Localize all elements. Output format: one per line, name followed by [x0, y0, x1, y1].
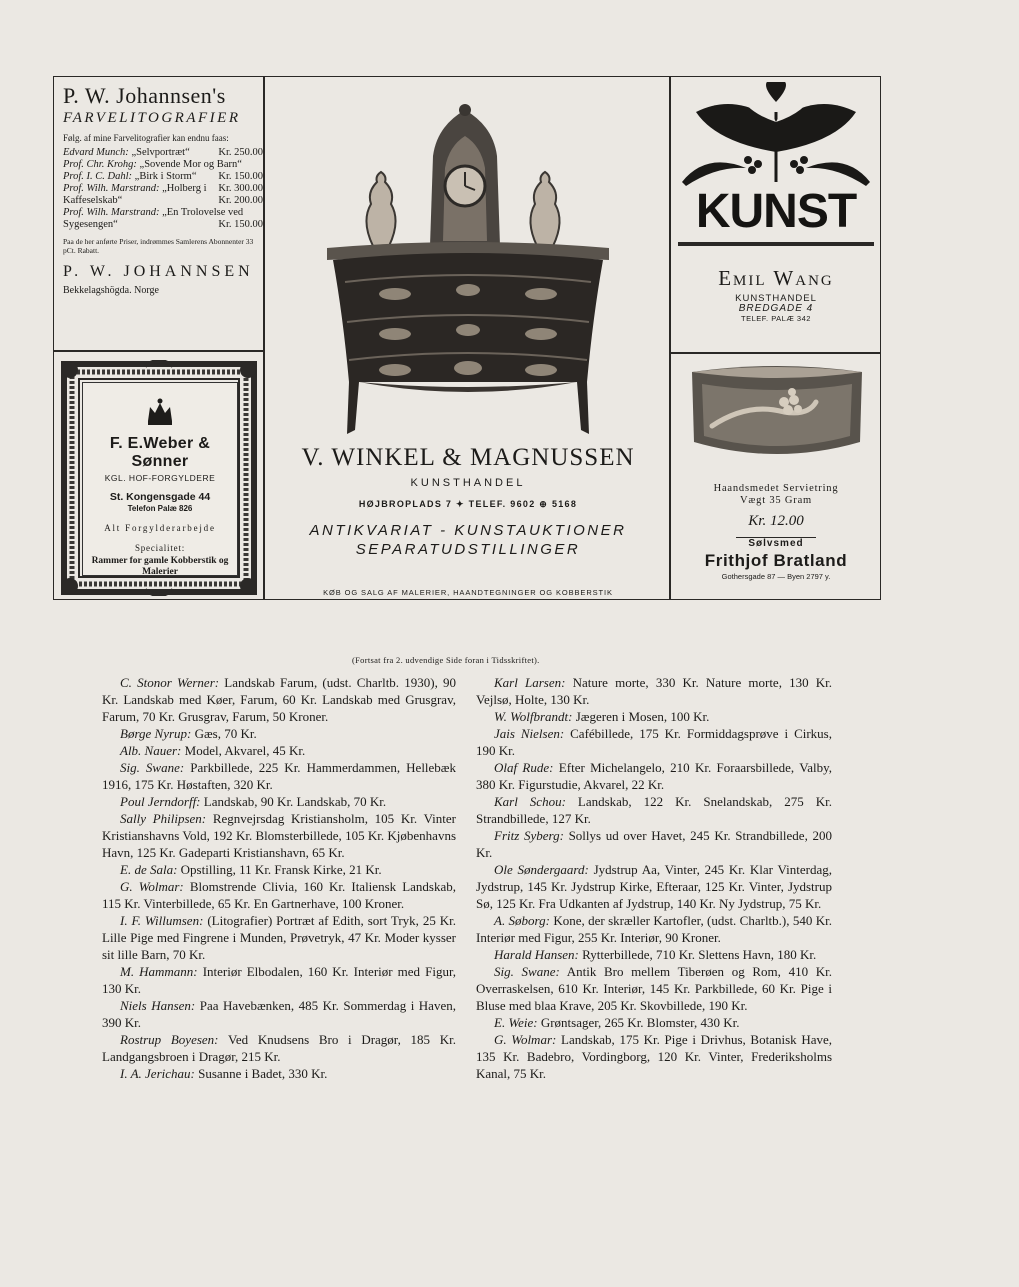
winkel-ad [268, 444, 668, 597]
list-item: I. A. Jerichau: Susanne i Badet, 330 Kr. [120, 1066, 328, 1081]
list-item: Alb. Nauer: Model, Akvarel, 45 Kr. [120, 743, 306, 758]
floral-ornament-icon [676, 82, 876, 186]
bratland-desc: Haandsmedet Servietring [713, 483, 839, 494]
bratland-name: Frithjof Bratland [704, 551, 848, 570]
bratland-price: Kr. 12.00 [748, 513, 804, 529]
winkel-antikvariat: ANTIKVARIAT - KUNSTAUKTIONER [309, 522, 627, 539]
list-item: I. F. Willumsen: (Litografier) Portræt af Edith, sort Tryk, 25 Kr. Lille Pige med Fingrene i Munden, Prøvetryk, 47 Kr. Moder kysser sit lille Barn, 70 Kr. [102, 913, 456, 962]
divider-left-horizontal [53, 350, 264, 352]
kunst-logo: KUNST [695, 185, 857, 238]
bratland-weight: Vægt 35 Gram [739, 495, 812, 506]
winkel-kunsthandel: KUNSTHANDEL [410, 477, 526, 489]
emil-wang-name: Emil Wang [718, 266, 834, 290]
weber-spec-label: Specialitet: [134, 543, 186, 553]
winkel-koeb-salg: KØB OG SALG AF MALERIER, HAANDTEGNINGER OG KOBBERSTIK [323, 588, 613, 597]
commode-photo [325, 96, 611, 442]
list-item: Prof. Chr. Krohg: „Sovende Mor og Barn“ Kr. 150.00 [63, 159, 263, 182]
weber-name: F. E.Weber & Sønner [109, 435, 211, 470]
list-item: Børge Nyrup: Gæs, 70 Kr. [120, 726, 257, 741]
bratland-trade: Sølvsmed [748, 538, 804, 549]
bratland-price-underline [736, 537, 816, 538]
weber-craft: Alt Forgylderarbejde [104, 523, 216, 533]
winkel-name: V. WINKEL & MAGNUSSEN [301, 444, 635, 471]
list-item: W. Wolfbrandt: Jægeren i Mosen, 100 Kr. [494, 709, 710, 724]
continued-note: (Fortsat fra 2. udvendige Side foran i Tidsskriftet). [352, 655, 540, 665]
bratland-ad [676, 483, 876, 581]
divider-left [263, 76, 265, 600]
list-item: Jais Nielsen: Cafébillede, 175 Kr. Formiddagsprøve i Cirkus, 190 Kr. [476, 726, 832, 758]
johannsen-note: Paa de her anførte Priser, indrømmes Samlerens Abonnenter 33 pCt. Rabatt. [63, 237, 254, 255]
right-column [476, 674, 832, 1082]
weber-panel [82, 382, 238, 576]
list-item: Sig. Swane: Parkbillede, 225 Kr. Hammerdammen, Hellebæk 1916, 175 Kr. Høstaften, 320 Kr. [102, 760, 456, 792]
johannsen-subtitle: FARVELITOGRAFIER [63, 110, 241, 126]
list-item: Harald Hansen: Rytterbillede, 710 Kr. Slettens Havn, 180 Kr. [494, 947, 817, 962]
emil-wang-street: BREDGADE 4 [738, 303, 814, 314]
emil-wang-tel: TELEF. PALÆ 342 [741, 314, 811, 323]
kunst-underline [678, 242, 874, 246]
weber-kgl: KGL. HOF-FORGYLDERE [104, 473, 216, 483]
list-item: E. Weie: Grøntsager, 265 Kr. Blomster, 430 Kr. [494, 1015, 740, 1030]
list-item: Olaf Rude: Efter Michelangelo, 210 Kr. Foraarsbillede, Valby, 380 Kr. Figurstudie, Akvarel, 22 Kr. [476, 760, 832, 792]
weber-ad [60, 360, 258, 596]
emil-wang-ad [676, 266, 876, 323]
napkin-ring-photo [688, 362, 866, 470]
list-item: Karl Schou: Landskab, 122 Kr. Snelandskab, 275 Kr. Strandbillede, 127 Kr. [476, 794, 832, 826]
emil-wang-kunsthandel: KUNSTHANDEL [735, 293, 817, 304]
list-item: Edvard Munch: „Selvportræt“ Kr. 250.00 [63, 147, 263, 158]
weber-tel: Telefon Palæ 826 [127, 504, 193, 513]
list-item: Niels Hansen: Paa Havebænken, 485 Kr. Sommerdag i Haven, 390 Kr. [102, 998, 456, 1030]
list-item: Sig. Swane: Antik Bro mellem Tiberøen og Rom, 410 Kr. Overraskelsen, 610 Kr. Interiør, 145 Kr. Parkbillede, 60 Kr. Pige i Bluse med blaa Krave, 205 Kr. Skovbillede, 190 Kr. [476, 964, 832, 1013]
divider-right-horizontal [669, 352, 881, 354]
list-item: G. Wolmar: Blomstrende Clivia, 160 Kr. Italiensk Landskab, 115 Kr. Vinterbillede, 65 Kr. En Gartnerhave, 100 Kroner. [102, 879, 456, 911]
johannsen-name: P. W. JOHANNSEN [63, 263, 254, 280]
list-item: A. Søborg: Kone, der skræller Kartofler, (udst. Charltb.), 540 Kr. Interiør med Figur, 255 Kr. Interiør, 90 Kroner. [476, 913, 832, 945]
weber-spec: Rammer for gamle Kobberstik og Malerier [91, 556, 229, 577]
list-item: Poul Jerndorff: Landskab, 90 Kr. Landskab, 70 Kr. [120, 794, 387, 809]
johannsen-address: Bekkelagshögda. Norge [63, 285, 159, 296]
list-item: Prof. I. C. Dahl: „Birk i Storm“ Kr. 300.00 [63, 171, 263, 194]
list-item: E. de Sala: Opstilling, 11 Kr. Fransk Kirke, 21 Kr. [120, 862, 382, 877]
list-item: Sally Philipsen: Regnvejrsdag Kristiansholm, 105 Kr. Vinter Kristianshavns Vold, 192 Kr. Blomsterbillede, 105 Kr. Kjøbenhavns Havn, 125 Kr. Gadeparti Kristianshavn, 65 Kr. [102, 811, 456, 860]
left-column [102, 674, 456, 1082]
winkel-address: HØJBROPLADS 7 ✦ TELEF. 9602 ⊕ 5168 [358, 499, 578, 509]
list-item: Prof. Wilh. Marstrand: „En Trolovelse ved Sygesengen“ Kr. 150.00 [63, 207, 263, 230]
winkel-separatudstillinger: SEPARATUDSTILLINGER [355, 541, 581, 558]
list-item: M. Hammann: Interiør Elbodalen, 160 Kr. Interiør med Figur, 130 Kr. [102, 964, 456, 996]
list-item: Ole Søndergaard: Jydstrup Aa, Vinter, 245 Kr. Klar Vinterdag, Jydstrup, 145 Kr. Jydstrup Kirke, Efteraar, 125 Kr. Vinter, Jydstrup Sø, 125 Kr. Fra Udkanten af Jydstrup, 140 Kr. Ny Jydstrup, 75 Kr. [476, 862, 832, 911]
list-item: Fritz Syberg: Sollys ud over Havet, 245 Kr. Strandbillede, 200 Kr. [476, 828, 832, 860]
weber-street: St. Kongensgade 44 [109, 491, 211, 503]
johannsen-title: P. W. Johannsen's [63, 83, 226, 108]
bratland-address: Gothersgade 87 — Byen 2797 y. [721, 572, 831, 581]
list-item: Rostrup Boyesen: Ved Knudsens Bro i Dragør, 185 Kr. Landgangsbroen i Dragør, 215 Kr. [102, 1032, 456, 1064]
johannsen-ad [63, 84, 263, 296]
divider-right [669, 76, 671, 600]
johannsen-price-list [63, 147, 263, 231]
crown-icon [145, 397, 175, 427]
list-item: Prof. Wilh. Marstrand: „Holberg i Kaffeselskab“ Kr. 200.00 [63, 183, 263, 206]
list-item: C. Stonor Werner: Landskab Farum, (udst. Charltb. 1930), 90 Kr. Landskab med Køer, Farum, 60 Kr. Landskab med Grusgrav, Farum, 70 Kr. Grusgrav, Farum, 50 Kroner. [102, 675, 456, 724]
johannsen-intro: Følg. af mine Farvelitografier kan endnu faas: [63, 133, 229, 143]
list-item: Karl Larsen: Nature morte, 330 Kr. Nature morte, 130 Kr. Vejlsø, Holte, 130 Kr. [476, 675, 832, 707]
list-item: G. Wolmar: Landskab, 175 Kr. Pige i Drivhus, Botanisk Have, 135 Kr. Badebro, Vordingborg, 120 Kr. Vinter, Frederiksholms Kanal, 75 Kr. [476, 1032, 832, 1081]
